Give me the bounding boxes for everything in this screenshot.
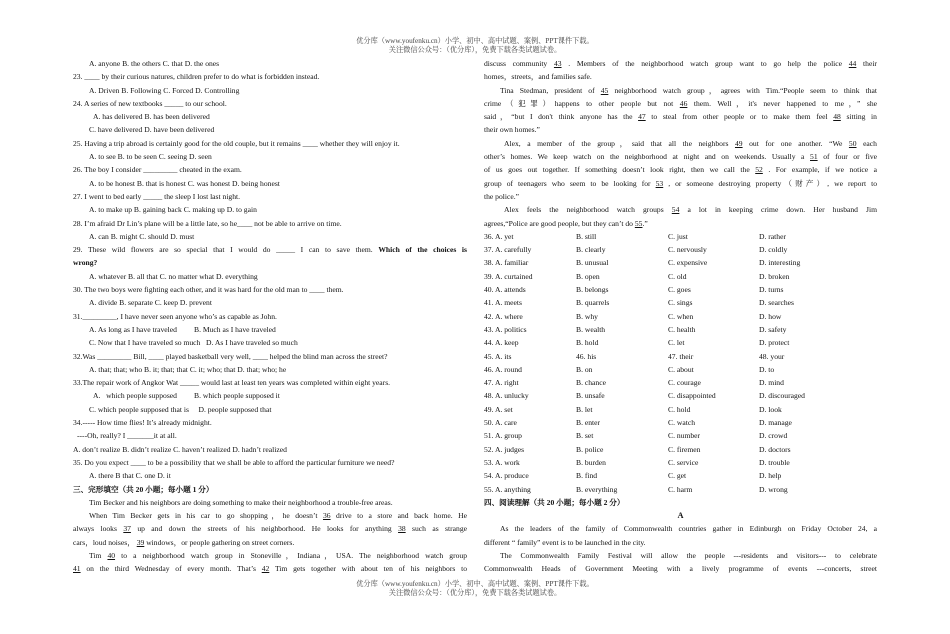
option-cell: 48. A. unlucky [484,391,529,401]
q29-options: A. whatever B. all that C. no matter what D. everything [89,271,258,281]
option-cell: D. protect [759,338,790,348]
right-column [484,57,877,576]
option-cell: C. health [668,324,696,334]
q35-options: A. there B that C. one D. it [89,471,171,481]
option-cell: B. set [576,431,594,441]
cloze-text: . Members of the neighborhood watch group want to go help the police [568,59,843,68]
option-cell: B. why [576,311,598,321]
cloze-text: each [863,138,877,148]
q28: 28. I’m afraid Dr Lin’s plane will be a little late, so he____ not be able to arrive on time. [73,218,342,228]
option-cell: C. get [668,471,687,481]
q29-bold: Which of the choices is [378,245,467,255]
option-cell: 46. his [576,351,597,361]
option-cell: 48. your [759,351,785,361]
option-cell: D. interesting [759,258,801,268]
cloze-line-r1 [484,57,877,70]
cloze-text: Tim [89,550,102,560]
cloze-text: Tim gets together with about ten of his neighbors to [274,564,467,574]
option-cell: C. sings [668,298,693,308]
option-cell: D. turns [759,285,784,295]
blank-52: 52 [755,165,763,175]
cloze-line-r4 [484,97,877,110]
q30-options: A. divide B. separate C. keep D. prevent [89,298,212,308]
option-cell: D. safety [759,324,787,334]
q26-options: A. to be honest B. that is honest C. was honest D. being honest [89,178,280,188]
blank-46: 46 [679,98,688,108]
options-row [484,296,877,309]
passage-a-line-1: As the leaders of the family of Commonwealth countries gather in Edinburgh on Friday October 24, a [500,524,877,534]
option-cell: C. just [668,231,688,241]
q30: 30. The two boys were fighting each other, and it was hard for the old man to ____ them. [73,285,344,295]
option-cell: C. service [668,457,699,467]
option-cell: B. unsafe [576,391,605,401]
cloze-text: . For example, if we notice a [768,165,877,175]
option-cell: C. let [668,338,685,348]
option-cell: B. hold [576,338,599,348]
blank-38: 38 [398,524,406,534]
option-cell: D. trouble [759,457,790,467]
option-cell: 53. A. work [484,457,520,467]
option-cell: D. look [759,404,782,414]
options-row [484,336,877,349]
option-cell: D. rather [759,231,786,241]
option-cell: D. broken [759,271,790,281]
option-cell: D. wrong [759,484,788,494]
option-cell: B. let [576,404,593,414]
option-cell: B. belongs [576,285,609,295]
option-cell: C. when [668,311,694,321]
q32-options: A. that; that; who B. it; that; that C. it; who; that D. that; who; he [89,364,287,374]
option-cell: 42. A. where [484,311,523,321]
cloze-text: such as strange [412,524,467,534]
options-row [484,403,877,416]
option-cell: C. expensive [668,258,708,268]
option-cell: 49. A. set [484,404,513,414]
footer-line-1: 优分库（www.youfenku.cn）小学、初中、高中试题、案例、PPT课件下载。 [356,580,594,588]
cloze-line-r13 [484,217,877,230]
cloze-text: drive to a store and back home. He [336,511,467,521]
option-cell: 50. A. care [484,418,517,428]
blank-50: 50 [848,138,857,148]
option-cell: B. find [576,471,598,481]
option-cell: 47. A. right [484,378,519,388]
q34: 34.----- How time flies! It’s already midnight. [73,418,212,428]
options-row [484,429,877,442]
q27: 27. I went to bed early _____ the sleep I lost last night. [73,191,241,201]
cloze-text: group of teenagers who seem to be looking for [484,178,651,188]
option-cell: C. nervously [668,245,707,255]
cloze-text: windows，or people gathering on street corners. [146,537,295,547]
q27-options: A. to make up B. gaining back C. making up D. to gain [89,205,257,215]
q31: 31._________, I have never seen anyone who’s as capable as John. [73,311,277,321]
cloze-line-r12 [484,203,877,216]
options-row [484,283,877,296]
options-row [484,256,877,269]
cloze-text: out for one another. “We [749,138,843,148]
option-cell: D. searches [759,298,794,308]
option-cell: 38. A. familiar [484,258,529,268]
option-cell: B. clearly [576,245,606,255]
options-row [484,230,877,243]
options-row [484,323,877,336]
option-cell: B. unusual [576,258,609,268]
option-cell: C. watch [668,418,695,428]
options-row [484,350,877,363]
options-row [484,416,877,429]
cloze-para-2 [73,509,467,522]
cloze-text: to steal from other people or to make them feel [651,112,828,122]
section-4-title: 四、阅读理解（共 20 小题；每小题 2 分） [484,497,625,507]
option-cell: 43. A. politics [484,324,527,334]
q26: 26. The boy I consider _________ cheated in the exam. [73,165,242,175]
cloze-text: discuss community [484,59,548,68]
option-cell: C. disappointed [668,391,716,401]
q31-options-1: A. As long as I have traveled B. Much as I have traveled [89,324,276,334]
option-cell: B. quarrels [576,298,610,308]
footer-line-2: 关注微信公众号：（优分库），免费下载各类试题试卷。 [388,589,562,597]
option-cell: C. number [668,431,701,441]
option-cell: D. doctors [759,444,791,454]
options-row [484,376,877,389]
blank-54: 54 [671,205,680,215]
options-row [484,243,877,256]
option-cell: C. firemen [668,444,701,454]
option-cell: D. how [759,311,782,321]
q22-options: A. anyone B. the others C. that D. the ones [89,59,220,68]
option-cell: C. goes [668,285,691,295]
cloze-line-r11: the police.” [484,191,519,201]
option-cell: C. about [668,364,694,374]
cloze-text: .” [642,218,648,228]
q31-options-2: C. Now that I have traveled so much D. As I have traveled so much [89,338,298,348]
option-cell: B. burden [576,457,606,467]
cloze-text: said，“but I don't think anyone has the [484,112,633,122]
option-cell: B. enter [576,418,601,428]
q24-options-2: C. have delivered D. have been delivered [89,125,215,135]
option-cell: B. chance [576,378,606,388]
passage-a-line-3: The Commonwealth Family Festival will allow the people ---residents and visitors--- to celebrate [500,550,877,560]
cloze-text: cars，loud noises， [73,537,135,547]
options-row [484,443,877,456]
cloze-line-3 [73,522,467,535]
options-row [484,363,877,376]
option-cell: D. discouraged [759,391,805,401]
blank-55: 55 [634,218,643,228]
q35: 35. Do you expect ____ to be a possibility that we shall be able to afford the particular furniture we need? [73,457,395,467]
cloze-text: on the third Wednesday of every month. That’s [86,564,256,574]
option-cell: B. everything [576,484,618,494]
cloze-text: a lot in keeping crime down. Her husband Jim [687,205,877,215]
page-footer [0,580,950,598]
cloze-line-r5 [484,110,877,123]
cloze-text: other’s homes. We keep watch on the neighborhood at night and on weekends. Usually a [484,152,805,162]
q23-options: A. Driven B. Following C. Forced D. Controlling [89,85,240,95]
q24: 24. A series of new textbooks _____ to our school. [73,98,227,108]
options-row [484,483,877,496]
header-line-2: 关注微信公众号：（优分库），免费下载各类试题试卷。 [388,46,562,54]
blank-53: 53 [655,178,664,188]
option-cell: B. police [576,444,604,454]
cloze-text: crime（犯罪）happens to other people but not [484,98,674,108]
cloze-para-3 [73,549,467,562]
option-cell: B. open [576,271,600,281]
q29-cont: wrong? [73,258,98,268]
cloze-text: up and down the streets of his neighborhood. He looks for anything [137,524,392,534]
cloze-text: When Tim Becker gets in his car to go shopping，he doesn’t [89,511,318,521]
cloze-text: Alex feels the neighborhood watch groups [504,205,664,215]
cloze-text: always looks [73,524,117,534]
passage-a-label: A [677,511,684,521]
passage-a-line-2: different “ family” event is to be launched in the city. [484,537,646,547]
blank-43: 43 [553,59,562,68]
option-cell: 45. A. its [484,351,512,361]
option-cell: D. mind [759,378,784,388]
cloze-text: Alex, a member of the group，said that all the neighbors [504,138,729,148]
cloze-text: to a neighborhood watch group in Stoneville，Indiana，USA. The neighborhood watch group [121,550,467,560]
option-cell: 46. A. round [484,364,522,374]
header-line-1: 优分库（www.youfenku.cn）小学、初中、高中试题、案例、PPT课件下载。 [356,37,594,45]
option-cell: 47. their [668,351,694,361]
option-cell: 40. A. attends [484,285,526,295]
option-cell: C. hold [668,404,691,414]
options-row [484,469,877,482]
cloze-line-r2: homes，streets，and families safe. [484,72,592,82]
q32: 32.Was _________ Bill, ____ played basketball very well, ____ helped the blind man across the street? [73,351,388,361]
q34-options: A. don’t realize B. didn’t realize C. haven’t realized D. hadn’t realized [73,444,287,454]
page-header [0,37,950,55]
cloze-text: sitting in [846,112,877,122]
option-cell: D. to [759,364,775,374]
blank-40: 40 [107,550,116,560]
blank-39: 39 [136,537,145,547]
cloze-text: them. Well，it's never happened to me，” she [693,98,877,108]
cloze-line-r3 [484,84,877,97]
option-cell: 36. A. yet [484,231,514,241]
option-cell: 55. A. anything [484,484,531,494]
option-cell: 37. A. carefully [484,245,532,255]
q34-reply: ----Oh, really? I _______it at all. [77,431,177,441]
blank-48: 48 [833,112,841,122]
blank-47: 47 [638,112,646,122]
cloze-line-r8 [484,150,877,163]
cloze-line-4 [73,536,467,549]
options-row [484,456,877,469]
blank-36: 36 [322,511,331,521]
q25: 25. Having a trip abroad is certainly good for the old couple, but it remains ____ whether they will enjoy it. [73,138,400,148]
cloze-text: their [863,59,877,68]
q29 [73,243,467,256]
q23: 23. ____ by their curious natures, children prefer to do what is forbidden instead. [73,72,320,82]
section-3-title: 三、完形填空（共 20 小题；每小题 1 分） [73,484,214,494]
option-cell: 54. A. produce [484,471,529,481]
blank-51: 51 [810,152,818,162]
cloze-line-r10 [484,177,877,190]
option-cell: D. coldly [759,245,788,255]
blank-45: 45 [600,85,609,95]
q25-options: A. to see B. to be seen C. seeing D. seen [89,152,212,162]
cloze-line-r7 [484,137,877,150]
blank-41: 41 [73,564,81,574]
cloze-text: neighborhood watch group，agrees with Tim.“People seem to think that [614,85,877,95]
passage-a-line-4: Commonwealth Heads of Government Meeting with a lively programme of events ---concerts, street [484,564,877,574]
cloze-text: agrees,“Police are good people, but they can’t do [484,218,633,228]
option-cell: C. old [668,271,687,281]
option-cell: C. harm [668,484,693,494]
option-cell: B. still [576,231,597,241]
q24-options-1: A. has delivered B. has been delivered [93,112,210,122]
blank-44: 44 [848,59,857,68]
cloze-options-table [484,230,877,496]
cloze-line-6 [73,562,467,575]
cloze-text: Tina Stedman, president of [500,85,595,95]
blank-49: 49 [734,138,743,148]
cloze-line-r9 [484,163,877,176]
cloze-para-1: Tim Becker and his neighbors are doing something to make their neighborhood a trouble-free areas. [89,497,393,507]
option-cell: C. courage [668,378,701,388]
option-cell: B. on [576,364,593,374]
option-cell: D. help [759,471,782,481]
option-cell: D. manage [759,418,792,428]
option-cell: 39. A. curtained [484,271,533,281]
q33-options-2: C. which people supposed that is D. people supposed that [89,404,272,414]
option-cell: 51. A. group [484,431,522,441]
q33: 33.The repair work of Angkor Wat _____ would last at least ten years was completed within eight years. [73,378,391,388]
options-row [484,389,877,402]
option-cell: B. wealth [576,324,606,334]
option-cell: 41. A. meets [484,298,522,308]
options-row [484,270,877,283]
cloze-text: of four or five [823,152,877,162]
option-cell: D. crowd [759,431,788,441]
left-column [73,57,467,576]
blank-37: 37 [123,524,131,534]
cloze-text: , or someone destroying property（财产）, we report to [668,178,877,188]
q28-options: A. can B. might C. should D. must [89,231,195,241]
option-cell: 44. A. keep [484,338,519,348]
cloze-line-r6: their own homes.” [484,125,540,135]
cloze-text: of us goes out together. If something doesn’t look right, then we call the [484,165,750,175]
q33-options-1: A. which people supposed B. which people supposed it [93,391,280,401]
options-row [484,310,877,323]
blank-42: 42 [261,564,270,574]
option-cell: 52. A. judges [484,444,525,454]
q29-text: 29. These wild flowers are so special that I would do _____ I can to save them. [73,245,373,255]
